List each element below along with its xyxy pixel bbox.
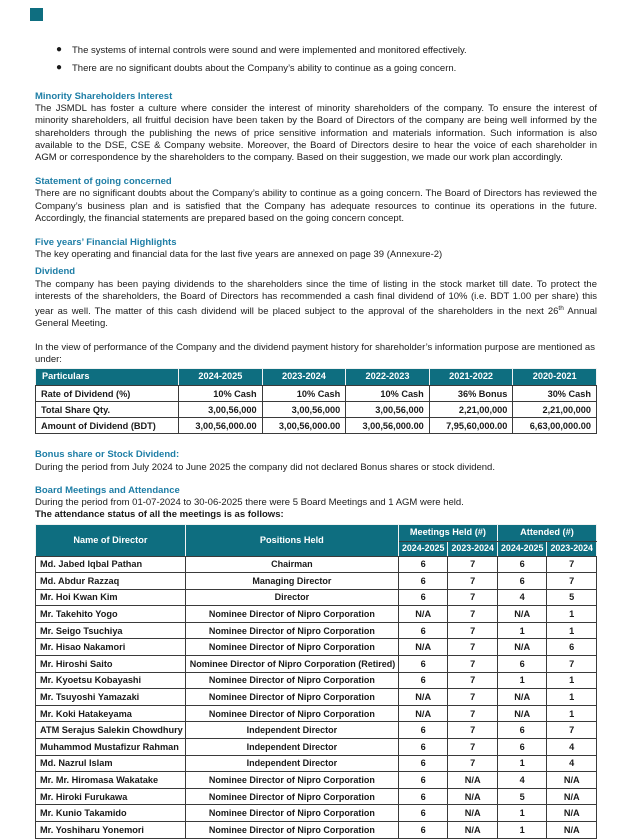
bullet-text: There are no significant doubts about the Company’s ability to continue as a going concern. (72, 62, 457, 74)
attendance-value-cell: N/A (497, 689, 547, 706)
list-item (35, 63, 597, 75)
dividend-value-cell: 10% Cash (262, 385, 346, 401)
attendance-value-cell: 6 (398, 739, 448, 756)
column-header-year: 2024-2025 (398, 541, 448, 556)
dividend-table-intro: In the view of performance of the Company and the dividend payment history for shareholder’s information purpose are mentioned as under: (35, 341, 595, 365)
table-row (36, 622, 597, 639)
attendance-value-cell: 7 (547, 722, 597, 739)
position-cell: Independent Director (185, 722, 398, 739)
position-cell: Independent Director (185, 755, 398, 772)
attendance-value-cell: 7 (547, 556, 597, 573)
column-header-positions-held: Positions Held (185, 524, 398, 556)
heading-five-years-highlights: Five years’ Financial Highlights (35, 236, 177, 248)
director-name-cell: ATM Serajus Salekin Chowdhury (36, 722, 186, 739)
attendance-value-cell: 7 (547, 573, 597, 590)
table-row (36, 805, 597, 822)
attendance-value-cell: N/A (448, 822, 498, 839)
bullet-list (35, 45, 597, 75)
position-cell: Nominee Director of Nipro Corporation (185, 805, 398, 822)
list-item (35, 45, 597, 57)
attendance-value-cell: 7 (448, 606, 498, 623)
column-header-year: 2020-2021 (513, 368, 597, 385)
director-name-cell: Mr. Hoi Kwan Kim (36, 589, 186, 606)
attendance-value-cell: N/A (497, 606, 547, 623)
bullet-icon: ● (56, 61, 63, 73)
director-name-cell: Mr. Yoshiharu Yonemori (36, 822, 186, 839)
attendance-value-cell: 6 (398, 556, 448, 573)
director-name-cell: Mr. Hiroki Furukawa (36, 788, 186, 805)
director-name-cell: Muhammod Mustafizur Rahman (36, 739, 186, 756)
table-row (36, 573, 597, 590)
table-row (36, 385, 597, 401)
director-name-cell: Md. Nazrul Islam (36, 755, 186, 772)
attendance-value-cell: N/A (398, 705, 448, 722)
attendance-value-cell: 1 (547, 622, 597, 639)
dividend-value-cell: 3,00,56,000.00 (179, 418, 263, 434)
position-cell: Nominee Director of Nipro Corporation (185, 705, 398, 722)
attendance-value-cell: 7 (448, 689, 498, 706)
attendance-value-cell: 1 (497, 622, 547, 639)
attendance-value-cell: 1 (497, 822, 547, 839)
column-header-year: 2021-2022 (429, 368, 513, 385)
dividend-text: Annual General Meeting. (35, 306, 597, 330)
attendance-value-cell: 6 (398, 755, 448, 772)
attendance-value-cell: 6 (547, 639, 597, 656)
attendance-value-cell: N/A (448, 805, 498, 822)
attendance-value-cell: 1 (547, 606, 597, 623)
attendance-value-cell: 6 (398, 805, 448, 822)
attendance-value-cell: 6 (398, 788, 448, 805)
dividend-value-cell: 3,00,56,000.00 (262, 418, 346, 434)
director-name-cell: Mr. Takehito Yogo (36, 606, 186, 623)
position-cell: Nominee Director of Nipro Corporation (185, 822, 398, 839)
attendance-value-cell: 6 (497, 573, 547, 590)
table-row (36, 639, 597, 656)
column-header-year: 2022-2023 (346, 368, 430, 385)
attendance-value-cell: 7 (448, 556, 498, 573)
director-name-cell: Mr. Hiroshi Saito (36, 656, 186, 673)
dividend-value-cell: 2,21,00,000 (513, 402, 597, 418)
page-content (35, 0, 597, 839)
table-row (36, 556, 597, 573)
dividend-text: The company has been paying dividends to the shareholders since the time of listing in the stock market till date. To protect the interests of the shareholders, the Board of Directors has recommended a cash final dividend of 10% (i.e. BDT 1.00 per share) this year as well. The matter of this cash dividend will be placed subject to the approval of the shareholders in the next 26 (35, 278, 597, 318)
column-group-meetings-held: Meetings Held (#) (398, 524, 497, 541)
column-header-name-of-director: Name of Director (36, 524, 186, 556)
table-row (36, 772, 597, 789)
table-row (36, 755, 597, 772)
attendance-value-cell: N/A (398, 689, 448, 706)
column-header-year: 2024-2025 (497, 541, 547, 556)
paragraph-going-concern: There are no significant doubts about the Company’s ability to continue as a going concern. The Board of Directors has reviewed the Company’s business plan and is satisfied that the Company has adequate resources to continue its operations in the future. Accordingly, the financial statements are prepared based on the going concern concept. (35, 188, 597, 224)
attendance-value-cell: 6 (398, 573, 448, 590)
dividend-table (35, 368, 597, 435)
dividend-value-cell: 36% Bonus (429, 385, 513, 401)
attendance-value-cell: 5 (497, 788, 547, 805)
dividend-table-body (36, 385, 597, 434)
attendance-table (35, 524, 597, 839)
director-name-cell: Mr. Kyoetsu Kobayashi (36, 672, 186, 689)
dividend-value-cell: 7,95,60,000.00 (429, 418, 513, 434)
heading-dividend: Dividend (35, 266, 76, 278)
attendance-value-cell: 6 (398, 822, 448, 839)
attendance-value-cell: 7 (448, 639, 498, 656)
dividend-table-header (36, 368, 597, 385)
attendance-value-cell: 7 (448, 755, 498, 772)
director-name-cell: Mr. Tsuyoshi Yamazaki (36, 689, 186, 706)
attendance-value-cell: 6 (398, 772, 448, 789)
attendance-value-cell: 4 (497, 589, 547, 606)
attendance-table-body (36, 556, 597, 838)
paragraph-dividend (35, 279, 597, 331)
position-cell: Nominee Director of Nipro Corporation (185, 788, 398, 805)
column-header-particulars: Particulars (36, 368, 179, 385)
director-name-cell: Mr. Kunio Takamido (36, 805, 186, 822)
attendance-value-cell: 7 (448, 722, 498, 739)
attendance-value-cell: N/A (547, 822, 597, 839)
bullet-text: The systems of internal controls were sound and were implemented and monitored effectively. (72, 45, 467, 56)
dividend-value-cell: 10% Cash (346, 385, 430, 401)
particular-cell: Rate of Dividend (%) (36, 385, 179, 401)
table-row (36, 606, 597, 623)
attendance-value-cell: N/A (547, 772, 597, 789)
attendance-value-cell: 7 (448, 589, 498, 606)
attendance-value-cell: 7 (448, 739, 498, 756)
attendance-value-cell: 1 (547, 689, 597, 706)
dividend-value-cell: 3,00,56,000 (346, 402, 430, 418)
dividend-value-cell: 3,00,56,000 (179, 402, 263, 418)
table-row (36, 705, 597, 722)
position-cell: Managing Director (185, 573, 398, 590)
attendance-value-cell: 1 (547, 672, 597, 689)
attendance-value-cell: 7 (448, 622, 498, 639)
attendance-value-cell: 1 (497, 755, 547, 772)
dividend-value-cell: 2,21,00,000 (429, 402, 513, 418)
director-name-cell: Mr. Seigo Tsuchiya (36, 622, 186, 639)
position-cell: Nominee Director of Nipro Corporation (185, 606, 398, 623)
director-name-cell: Md. Abdur Razzaq (36, 573, 186, 590)
table-row (36, 788, 597, 805)
paragraph-bonus: During the period from July 2024 to June 2025 the company did not declared Bonus shares or stock dividend. (35, 461, 495, 473)
position-cell: Nominee Director of Nipro Corporation (185, 672, 398, 689)
column-header-year: 2023-2024 (262, 368, 346, 385)
attendance-value-cell: 6 (497, 656, 547, 673)
column-header-year: 2024-2025 (179, 368, 263, 385)
heading-minority-shareholders-interest: Minority Shareholders Interest (35, 90, 173, 102)
attendance-value-cell: 4 (547, 755, 597, 772)
position-cell: Director (185, 589, 398, 606)
director-name-cell: Md. Jabed Iqbal Pathan (36, 556, 186, 573)
column-header-year: 2023-2024 (547, 541, 597, 556)
attendance-value-cell: N/A (398, 606, 448, 623)
dividend-value-cell: 10% Cash (179, 385, 263, 401)
heading-bonus-share: Bonus share or Stock Dividend: (35, 449, 180, 461)
position-cell: Nominee Director of Nipro Corporation (185, 622, 398, 639)
attendance-value-cell: 7 (448, 672, 498, 689)
director-name-cell: Mr. Hisao Nakamori (36, 639, 186, 656)
attendance-value-cell: N/A (448, 772, 498, 789)
attendance-value-cell: 1 (547, 705, 597, 722)
position-cell: Nominee Director of Nipro Corporation (185, 639, 398, 656)
table-header-row (36, 524, 597, 541)
particular-cell: Amount of Dividend (BDT) (36, 418, 179, 434)
attendance-value-cell: 7 (448, 573, 498, 590)
attendance-value-cell: 6 (398, 622, 448, 639)
dividend-value-cell: 30% Cash (513, 385, 597, 401)
attendance-value-cell: 4 (547, 739, 597, 756)
heading-going-concern: Statement of going concerned (35, 176, 172, 188)
attendance-value-cell: 6 (497, 556, 547, 573)
table-row (36, 418, 597, 434)
attendance-value-cell: 6 (497, 722, 547, 739)
paragraph-board-meetings: During the period from 01-07-2024 to 30-06-2025 there were 5 Board Meetings and 1 AGM were held. (35, 497, 464, 509)
dividend-value-cell: 6,63,00,000.00 (513, 418, 597, 434)
attendance-value-cell: 1 (497, 672, 547, 689)
paragraph-five-years: The key operating and financial data for the last five years are annexed on page 39 (Annexure-2) (35, 249, 443, 261)
director-name-cell: Mr. Koki Hatakeyama (36, 705, 186, 722)
attendance-value-cell: 7 (547, 656, 597, 673)
heading-board-meetings: Board Meetings and Attendance (35, 484, 180, 496)
attendance-value-cell: 4 (497, 772, 547, 789)
attendance-value-cell: 5 (547, 589, 597, 606)
position-cell: Nominee Director of Nipro Corporation (Retired) (185, 656, 398, 673)
dividend-value-cell: 3,00,56,000 (262, 402, 346, 418)
attendance-value-cell: N/A (448, 788, 498, 805)
table-row (36, 689, 597, 706)
particular-cell: Total Share Qty. (36, 402, 179, 418)
attendance-value-cell: 6 (398, 672, 448, 689)
dividend-value-cell: 3,00,56,000.00 (346, 418, 430, 434)
attendance-value-cell: 1 (497, 805, 547, 822)
attendance-value-cell: N/A (398, 639, 448, 656)
table-row (36, 656, 597, 673)
position-cell: Nominee Director of Nipro Corporation (185, 772, 398, 789)
table-row (36, 722, 597, 739)
table-row (36, 402, 597, 418)
paragraph-minority: The JSMDL has foster a culture where consider the interest of minority shareholders of the company. To ensure the interest of minority shareholders, all fruitful decision have been taken by the Board of Directors of the company are being well informed by the shareholders through the publishing the news of price sensitive information and materials information. Such information is also available to the DSE, CSE & Company website. Moreover, the Board of Directors desire to hear the voice of each shareholder in AGM or correspondence by the shareholders to the company. Based on their suggestion, we made our work plan accordingly. (35, 103, 597, 163)
table-row (36, 672, 597, 689)
table-row (36, 589, 597, 606)
bullet-icon: ● (56, 44, 63, 55)
table-row (36, 822, 597, 839)
position-cell: Independent Director (185, 739, 398, 756)
attendance-value-cell: N/A (547, 805, 597, 822)
column-group-attended: Attended (#) (497, 524, 596, 541)
attendance-table-intro: The attendance status of all the meetings is as follows: (35, 509, 284, 521)
column-header-year: 2023-2024 (448, 541, 498, 556)
position-cell: Chairman (185, 556, 398, 573)
table-header-row (36, 368, 597, 385)
ordinal-superscript: th (558, 304, 564, 312)
attendance-value-cell: 6 (398, 589, 448, 606)
attendance-value-cell: 6 (398, 722, 448, 739)
attendance-value-cell: 6 (398, 656, 448, 673)
position-cell: Nominee Director of Nipro Corporation (185, 689, 398, 706)
attendance-value-cell: 7 (448, 705, 498, 722)
attendance-table-header (36, 524, 597, 556)
attendance-value-cell: N/A (497, 705, 547, 722)
attendance-value-cell: N/A (497, 639, 547, 656)
director-name-cell: Mr. Mr. Hiromasa Wakatake (36, 772, 186, 789)
attendance-value-cell: N/A (547, 788, 597, 805)
attendance-value-cell: 6 (497, 739, 547, 756)
table-row (36, 739, 597, 756)
attendance-value-cell: 7 (448, 656, 498, 673)
